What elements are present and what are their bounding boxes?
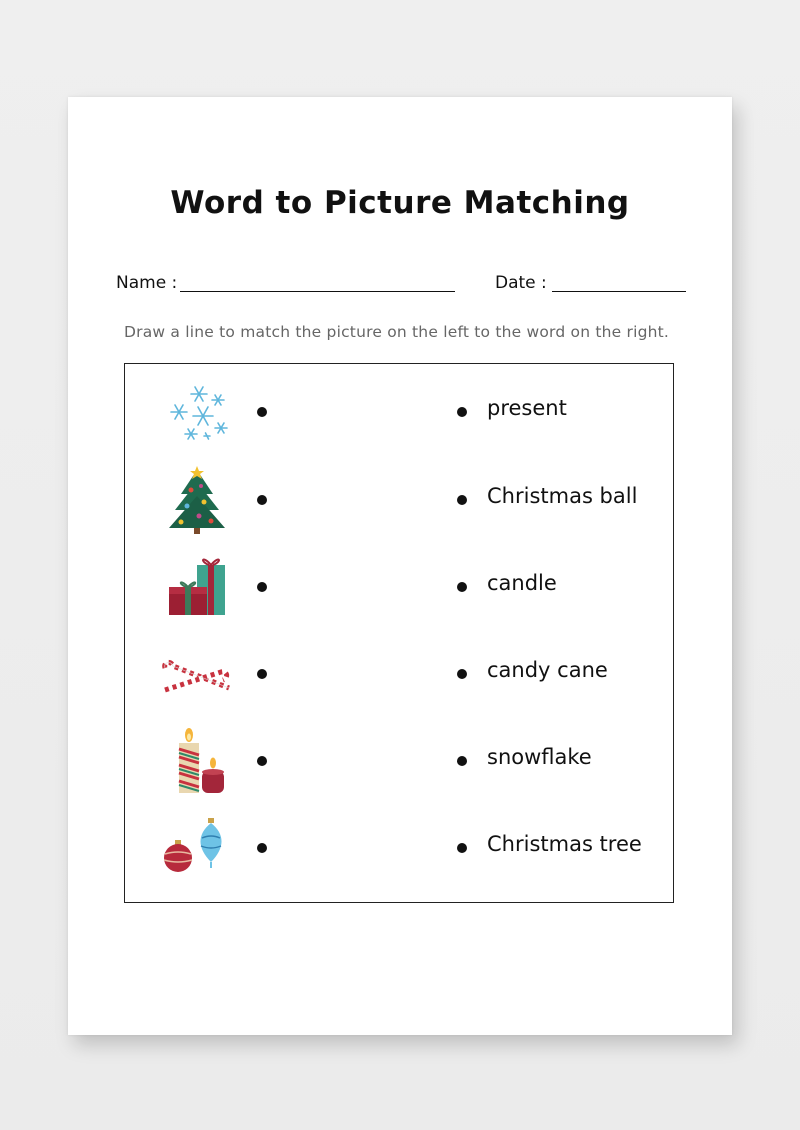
- matching-box: [124, 363, 674, 903]
- gift-boxes-icon: [161, 551, 233, 623]
- name-line[interactable]: [180, 291, 455, 292]
- name-label: Name :: [116, 273, 178, 293]
- matching-row: [125, 372, 673, 452]
- matching-row: [125, 808, 673, 888]
- right-dot[interactable]: [457, 495, 467, 505]
- candles-icon: [161, 725, 233, 797]
- snowflakes-icon: [161, 376, 233, 448]
- matching-row: [125, 634, 673, 714]
- word-label: Christmas ball: [487, 484, 638, 508]
- christmas-ornaments-icon: [161, 812, 233, 884]
- left-dot[interactable]: [257, 756, 267, 766]
- instruction-text: Draw a line to match the picture on the left to the word on the right.: [124, 323, 670, 341]
- date-line[interactable]: [552, 291, 686, 292]
- left-dot[interactable]: [257, 495, 267, 505]
- matching-row: [125, 547, 673, 627]
- right-dot[interactable]: [457, 843, 467, 853]
- word-label: present: [487, 396, 567, 420]
- left-dot[interactable]: [257, 669, 267, 679]
- right-dot[interactable]: [457, 582, 467, 592]
- left-dot[interactable]: [257, 843, 267, 853]
- worksheet-title: Word to Picture Matching: [170, 185, 630, 221]
- left-dot[interactable]: [257, 407, 267, 417]
- word-label: snowflake: [487, 745, 592, 769]
- matching-row: [125, 460, 673, 540]
- right-dot[interactable]: [457, 407, 467, 417]
- word-label: candle: [487, 571, 557, 595]
- date-label: Date :: [495, 273, 547, 293]
- word-label: candy cane: [487, 658, 608, 682]
- candy-canes-icon: [161, 638, 233, 710]
- worksheet-page: [68, 97, 732, 1035]
- left-dot[interactable]: [257, 582, 267, 592]
- matching-row: [125, 721, 673, 801]
- right-dot[interactable]: [457, 669, 467, 679]
- christmas-tree-icon: [161, 464, 233, 536]
- word-label: Christmas tree: [487, 832, 642, 856]
- right-dot[interactable]: [457, 756, 467, 766]
